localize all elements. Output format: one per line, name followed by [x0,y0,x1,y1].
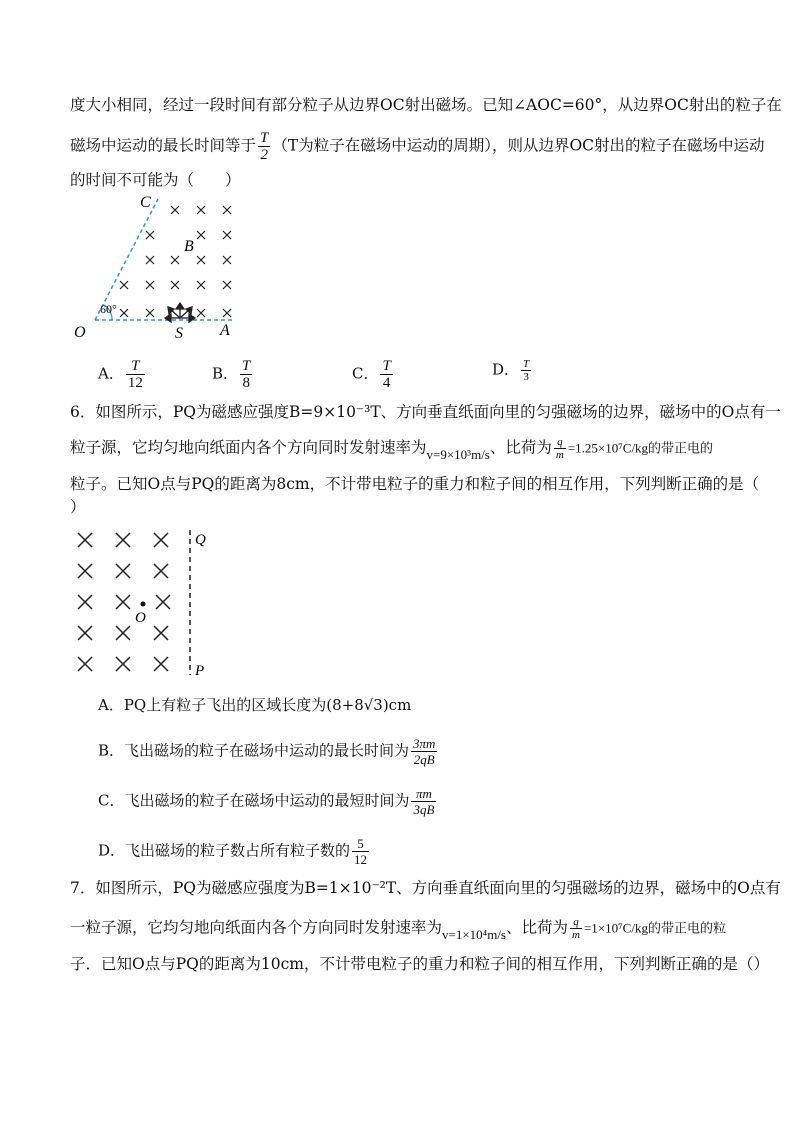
q6-option-d-num: 5 [352,836,369,852]
q6-frac-q: q [554,436,566,449]
q5-option-d-letter: D． [492,360,520,379]
q5-option-a-fraction [126,358,145,391]
q5-option-a-letter: A． [98,364,124,383]
q6-figure [70,525,230,685]
q7-text-line2 [70,916,726,941]
label-a: A [220,322,230,339]
q6-option-c-fraction [411,786,436,817]
q5-option-d-den: 3 [523,371,529,383]
q7-text-line2c: =1×10⁷C/kg的带正电的粒 [583,920,726,936]
particle-source-arrows [165,303,195,322]
q5-option-b-den: 8 [242,375,250,391]
q5-frac-num: T [260,130,269,146]
q5-frac-den: 2 [260,147,268,163]
q5-option-c-den: 4 [382,375,391,391]
q6-option-d[interactable] [98,836,371,867]
q6-option-b-text: B．飞出磁场的粒子在磁场中运动的最长时间为 [98,741,410,760]
q6-option-b-den: 2qB [413,752,435,767]
q6-option-d-text: D．飞出磁场的粒子数占所有粒子数的 [98,841,351,860]
q6-charge-mass-fraction [554,436,566,461]
q7-text-line2a: 一粒子源，它均匀地向纸面内各个方向同时发射速率为 [70,918,443,937]
q6-option-b-fraction [411,736,437,767]
q5-text-line2 [70,130,765,163]
q6-text-line3: 粒子。已知O点与PQ的距离为8cm，不计带电粒子的重力和粒子间的相互作用，下列判断正确的是（ [70,475,760,493]
q6-text-line2 [70,436,713,461]
q6-option-b-num: 3πm [413,736,436,751]
q5-option-b[interactable] [212,358,254,391]
q5-option-b-fraction [240,358,252,391]
q6-option-c-num: πm [411,786,436,802]
q6-option-d-fraction [352,836,369,867]
q7-text-line3: 子．已知O点与PQ的距离为10cm，不计带电粒子的重力和粒子间的相互作用，下列判断正确的是（） [70,955,769,973]
q5-option-c-letter: C． [352,364,379,383]
q6-label-q: Q [195,532,206,548]
q5-text-line1: 度大小相同，经过一段时间有部分粒子从边界OC射出磁场。已知∠AOC=60°，从边界OC射出的粒子在 [70,96,782,114]
q6-text-line2b: 、比荷为 [489,438,552,457]
q5-option-a[interactable] [98,358,147,391]
q6-option-a[interactable]: A．PQ上有粒子飞出的区域长度为(8+8√3)cm [98,696,412,714]
q5-text-line2b: （T为粒子在磁场中运动的周期），则从边界OC射出的粒子在磁场中运动 [272,136,765,155]
q5-option-c-num: T [382,358,391,374]
label-c: C [140,194,151,211]
q7-text-line1: 7．如图所示，PQ为磁感应强度为B=1×10⁻²T、方向垂直纸面向里的匀强磁场的边界，磁场中的O点有 [70,879,781,897]
q6-option-d-den: 12 [354,852,368,867]
q5-text-line3: 的时间不可能为（ ） [70,171,241,189]
q7-charge-mass-fraction [570,916,582,941]
q6-field-crosses [78,533,170,671]
particle-source-point [141,602,146,607]
label-o: O [74,324,86,341]
q5-option-d-fraction [521,358,531,383]
q5-fraction-t-over-2 [258,130,270,163]
q5-figure [60,185,260,345]
q5-option-c-fraction [380,358,392,391]
q5-option-a-den: 12 [127,375,143,391]
q6-label-p: P [195,663,205,679]
q5-text-line2a: 磁场中运动的最长时间等于 [70,136,257,155]
q6-text-line2c: =1.25×10⁷C/kg的带正电的 [567,440,714,456]
q5-option-d[interactable] [492,358,533,383]
q5-option-c[interactable] [352,358,395,391]
label-s: S [175,325,183,342]
q6-option-c-den: 3qB [413,802,435,817]
magnetic-field-crosses [120,206,231,317]
q5-option-a-num: T [126,358,145,375]
q7-frac-q: q [570,916,582,929]
q7-text-line2b: 、比荷为 [506,918,569,937]
q6-frac-m: m [555,449,564,461]
q6-option-c[interactable] [98,786,438,817]
q5-option-b-letter: B． [212,364,239,383]
q7-velocity: v=1×10⁴m/s [442,926,506,942]
q6-option-c-text: C．飞出磁场的粒子在磁场中运动的最短时间为 [98,791,410,810]
q5-option-b-num: T [242,358,251,374]
q6-text-line1: 6．如图所示，PQ为磁感应强度B=9×10⁻³T、方向垂直纸面向里的匀强磁场的边界，磁场中的O点有一 [70,403,781,421]
q5-option-d-num: T [523,358,530,370]
label-angle-60: 60° [100,302,117,316]
q6-option-b[interactable] [98,736,439,767]
q6-text-line4: ） [70,498,86,516]
q6-text-line2a: 粒子源，它均匀地向纸面内各个方向同时发射速率为 [70,438,427,457]
q6-label-o: O [135,610,146,626]
q7-frac-m: m [572,929,580,941]
q6-velocity: v=9×10³m/s [426,446,490,462]
label-b: B [184,238,194,255]
